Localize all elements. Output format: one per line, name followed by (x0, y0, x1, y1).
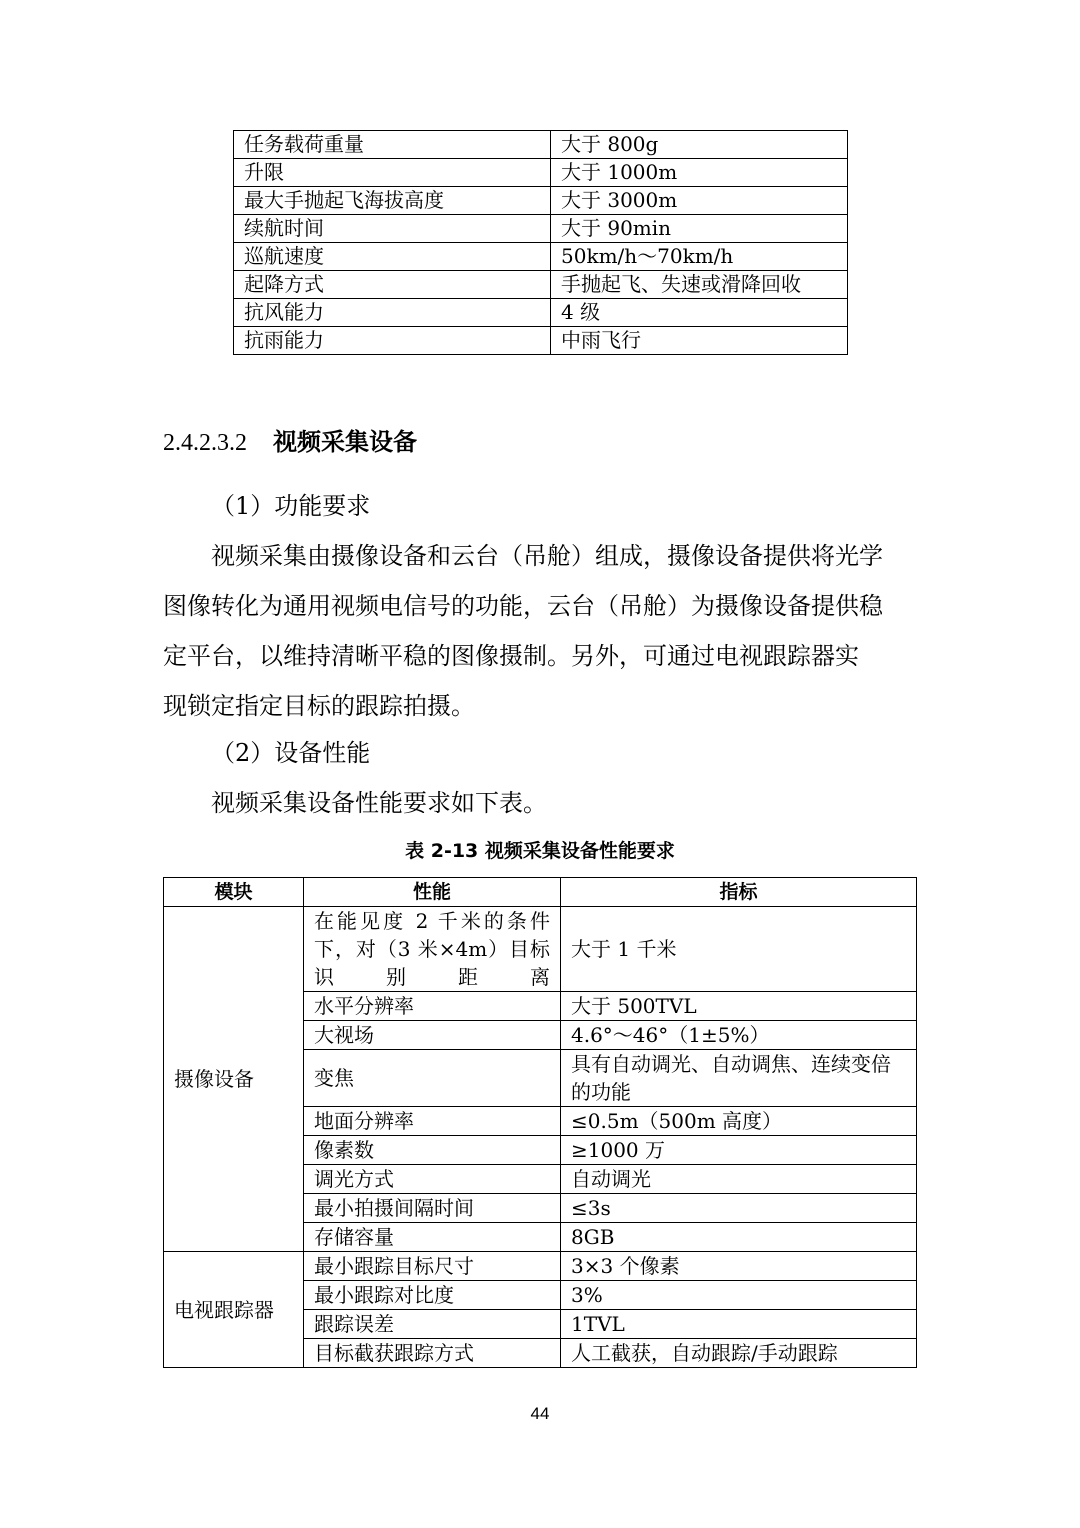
spec-key: 任务载荷重量 (234, 131, 551, 159)
table-caption: 表 2-13 视频采集设备性能要求 (405, 840, 675, 862)
spec-cell: 大于 1 千米 (561, 907, 917, 992)
spec-value: 大于 90min (551, 215, 848, 243)
perf-cell: 像素数 (304, 1136, 561, 1165)
page-number: 44 (530, 1404, 550, 1423)
perf-cell: 最小跟踪对比度 (304, 1281, 561, 1310)
spec-key: 抗风能力 (234, 299, 551, 327)
function-heading-block (163, 481, 918, 531)
section-number: 2.4.2.3.2 (163, 430, 247, 456)
function-heading: （1）功能要求 (211, 492, 371, 520)
performance-heading-block (163, 728, 918, 828)
perf-cell: 变焦 (304, 1050, 561, 1107)
perf-cell: 最小跟踪目标尺寸 (304, 1252, 561, 1281)
spec-cell: ≥1000 万 (561, 1136, 917, 1165)
camera-performance-table (163, 877, 917, 1368)
spec-key: 升限 (234, 159, 551, 187)
spec-value: 中雨飞行 (551, 327, 848, 355)
perf-cell: 目标截获跟踪方式 (304, 1339, 561, 1368)
table-row (234, 215, 848, 243)
perf-cell: 最小拍摄间隔时间 (304, 1194, 561, 1223)
section-heading (163, 422, 417, 457)
table-row (164, 907, 917, 992)
perf-cell: 在能见度 2 千米的条件下，对（3 米×4m）目标识别距离 (304, 907, 561, 992)
column-header: 指标 (561, 878, 917, 907)
spec-cell: 1TVL (561, 1310, 917, 1339)
column-header: 模块 (164, 878, 304, 907)
paragraph-line: 定平台，以维持清晰平稳的图像摄制。另外，可通过电视跟踪器实 (163, 642, 859, 670)
paragraph-line: 图像转化为通用视频电信号的功能，云台（吊舱）为摄像设备提供稳 (163, 592, 883, 620)
table-row (234, 243, 848, 271)
paragraph-line: 视频采集由摄像设备和云台（吊舱）组成，摄像设备提供将光学 (211, 542, 883, 570)
spec-value: 大于 800g (551, 131, 848, 159)
table-row (234, 299, 848, 327)
module-cell: 电视跟踪器 (164, 1252, 304, 1368)
spec-value: 4 级 (551, 299, 848, 327)
table-row (234, 271, 848, 299)
table-row (234, 131, 848, 159)
table-header-row (164, 878, 917, 907)
column-header: 性能 (304, 878, 561, 907)
spec-cell: 3×3 个像素 (561, 1252, 917, 1281)
table-row (234, 327, 848, 355)
spec-cell: 人工截获，自动跟踪/手动跟踪 (561, 1339, 917, 1368)
performance-heading: （2）设备性能 (211, 739, 371, 767)
spec-value: 大于 3000m (551, 187, 848, 215)
uav-spec-table (233, 130, 848, 355)
spec-key: 最大手抛起飞海拔高度 (234, 187, 551, 215)
table-row (164, 1252, 917, 1281)
section-title: 视频采集设备 (273, 428, 417, 456)
spec-cell: 8GB (561, 1223, 917, 1252)
paragraph-line: 现锁定指定目标的跟踪拍摄。 (163, 692, 475, 720)
spec-value: 手抛起飞、失速或滑降回收 (551, 271, 848, 299)
performance-intro: 视频采集设备性能要求如下表。 (211, 789, 547, 817)
spec-cell: 4.6°～46°（1±5%） (561, 1021, 917, 1050)
spec-value: 50km/h～70km/h (551, 243, 848, 271)
spec-key: 巡航速度 (234, 243, 551, 271)
spec-value: 大于 1000m (551, 159, 848, 187)
spec-cell: 3% (561, 1281, 917, 1310)
perf-cell: 存储容量 (304, 1223, 561, 1252)
spec-cell: ≤3s (561, 1194, 917, 1223)
perf-cell: 水平分辨率 (304, 992, 561, 1021)
function-paragraph (163, 531, 918, 731)
table-row (234, 159, 848, 187)
perf-cell: 大视场 (304, 1021, 561, 1050)
spec-key: 续航时间 (234, 215, 551, 243)
spec-cell: 具有自动调光、自动调焦、连续变倍的功能 (561, 1050, 917, 1107)
module-cell: 摄像设备 (164, 907, 304, 1252)
spec-cell: 自动调光 (561, 1165, 917, 1194)
spec-cell: 大于 500TVL (561, 992, 917, 1021)
perf-cell: 调光方式 (304, 1165, 561, 1194)
spec-cell: ≤0.5m（500m 高度） (561, 1107, 917, 1136)
table-row (234, 187, 848, 215)
perf-cell: 跟踪误差 (304, 1310, 561, 1339)
perf-cell: 地面分辨率 (304, 1107, 561, 1136)
spec-key: 起降方式 (234, 271, 551, 299)
spec-key: 抗雨能力 (234, 327, 551, 355)
